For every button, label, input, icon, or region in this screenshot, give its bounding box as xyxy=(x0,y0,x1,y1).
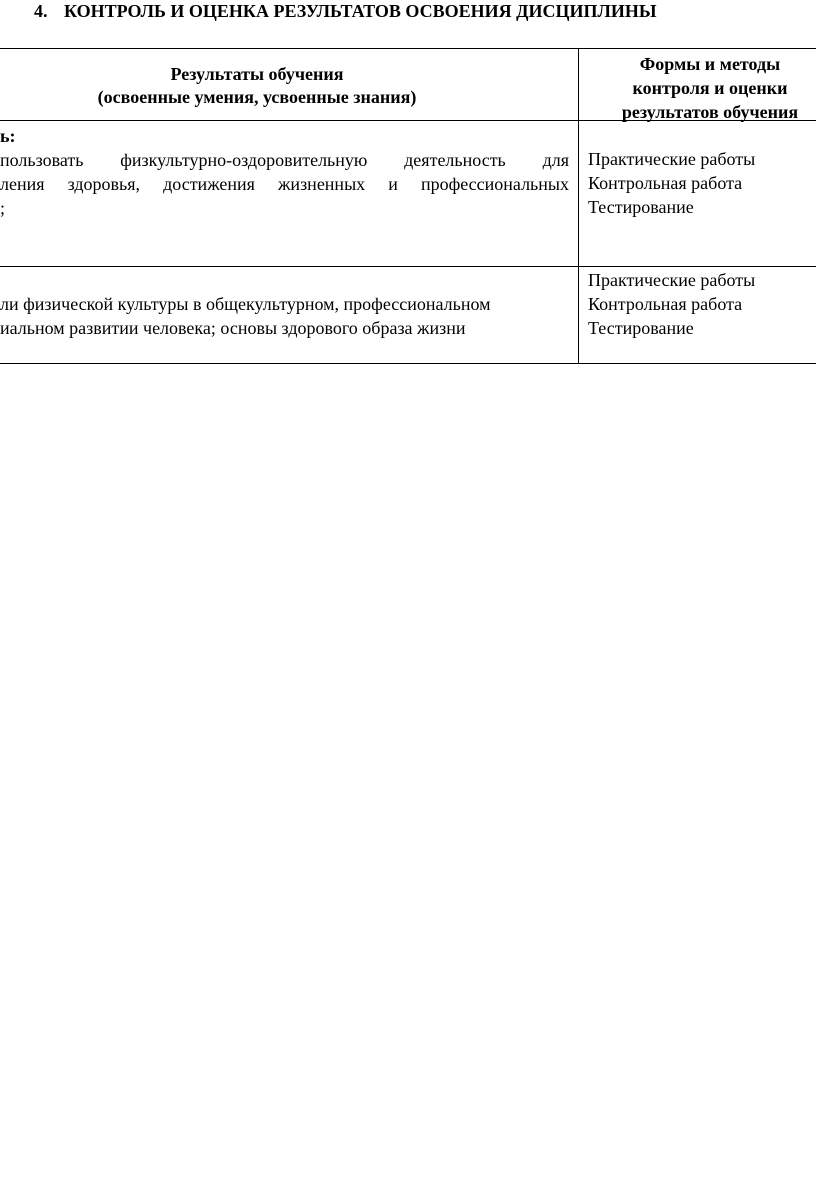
table-bottom-border xyxy=(0,363,816,364)
row-2-method-3: Тестирование xyxy=(588,318,694,338)
row-1-method-1: Практические работы xyxy=(588,149,756,169)
row-2-line1: ли физической культуры в общекультурном, профессиональном xyxy=(0,294,491,314)
row-1-line2: ления здоровья, достижения жизненных и профессиональных xyxy=(0,174,569,194)
header-methods-line3: результатов обучения xyxy=(621,102,799,122)
table-top-border xyxy=(0,48,816,49)
row-1-method-2: Контрольная работа xyxy=(588,173,743,193)
row-1-label: ь: xyxy=(0,126,16,146)
row-2-method-2: Контрольная работа xyxy=(588,294,743,314)
header-methods xyxy=(592,52,816,124)
results-table xyxy=(0,0,816,370)
row-1-bottom-border xyxy=(0,266,816,267)
row-2-methods xyxy=(588,268,755,340)
header-methods-line2: контроля и оценки xyxy=(632,78,788,98)
row-1-line3: ; xyxy=(0,198,6,218)
row-1-method-3: Тестирование xyxy=(588,197,694,217)
header-results-line2: (освоенные умения, усвоенные знания) xyxy=(97,87,417,107)
row-1-line1: пользовать физкультурно-оздоровительную деятельность для xyxy=(0,150,569,170)
header-methods-line1: Формы и методы xyxy=(639,54,781,74)
header-results xyxy=(0,63,514,109)
row-2-line2: иальном развитии человека; основы здорового образа жизни xyxy=(0,318,466,338)
section-title-text: КОНТРОЛЬ И ОЦЕНКА РЕЗУЛЬТАТОВ ОСВОЕНИЯ ДИСЦИПЛИНЫ xyxy=(64,1,657,21)
row-1-methods xyxy=(588,147,755,219)
column-divider xyxy=(578,48,579,364)
header-results-line1: Результаты обучения xyxy=(170,64,344,84)
row-2-method-1: Практические работы xyxy=(588,270,756,290)
section-number: 4. xyxy=(34,1,48,21)
